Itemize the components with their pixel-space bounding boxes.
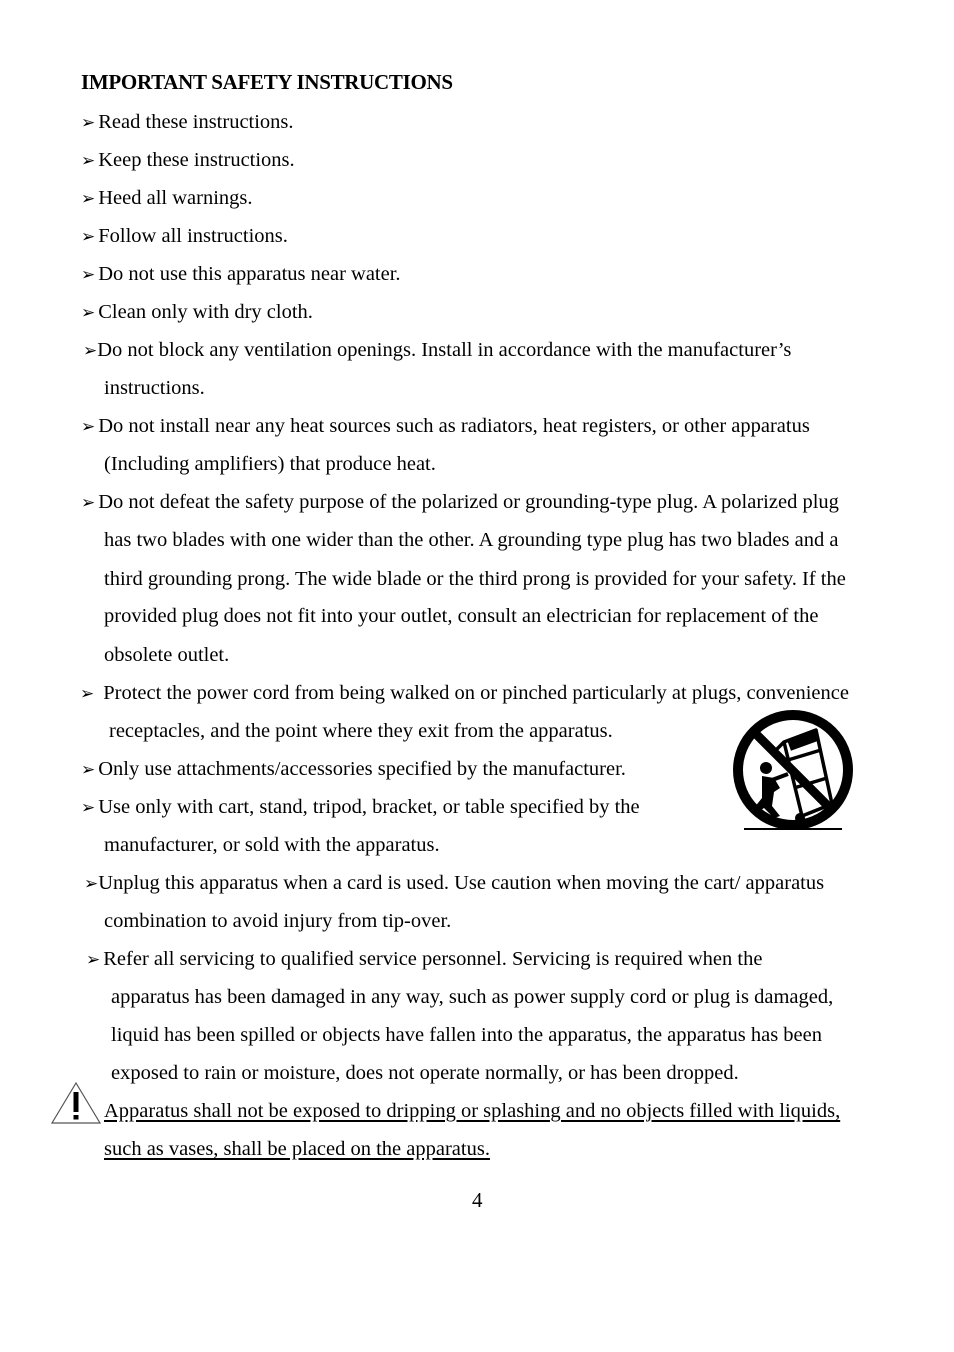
page-number: 4	[472, 1188, 483, 1212]
bullet-arrow-icon: ➢	[84, 874, 99, 893]
list-item	[81, 755, 626, 784]
list-item-continuation: combination to avoid injury from tip-over.	[104, 910, 452, 932]
list-item-text: Follow all instructions.	[98, 225, 288, 247]
list-item	[81, 222, 288, 251]
list-item	[81, 146, 295, 175]
list-item-text: Heed all warnings.	[98, 187, 253, 209]
list-item-continuation: exposed to rain or moisture, does not operate normally, or has been dropped.	[111, 1062, 739, 1084]
list-item	[81, 488, 839, 517]
list-item-continuation: obsolete outlet.	[104, 644, 230, 666]
list-item-text: Read these instructions.	[98, 111, 294, 133]
bullet-arrow-icon: ➢	[81, 760, 96, 779]
list-item-continuation: apparatus has been damaged in any way, such as power supply cord or plug is damaged,	[111, 986, 834, 1008]
warning-text-continuation: such as vases, shall be placed on the apparatus.	[104, 1138, 490, 1160]
list-item-continuation: instructions.	[104, 377, 205, 399]
bullet-arrow-icon: ➢	[81, 417, 96, 436]
bullet-arrow-icon: ➢	[81, 151, 96, 170]
list-item-continuation: receptacles, and the point where they exit from the apparatus.	[109, 720, 613, 742]
list-item-continuation: liquid has been spilled or objects have fallen into the apparatus, the apparatus has been	[111, 1024, 823, 1046]
bullet-arrow-icon: ➢	[81, 265, 96, 284]
list-item	[84, 869, 824, 898]
list-item-continuation: manufacturer, or sold with the apparatus.	[104, 834, 440, 856]
bullet-arrow-icon: ➢	[83, 341, 98, 360]
bullet-arrow-icon: ➢	[81, 189, 96, 208]
bullet-arrow-icon: ➢	[80, 684, 95, 703]
page-title: IMPORTANT SAFETY INSTRUCTIONS	[81, 70, 453, 94]
list-item	[81, 412, 810, 441]
list-item	[86, 945, 762, 974]
list-item-text: Clean only with dry cloth.	[98, 301, 313, 323]
list-item	[83, 336, 791, 365]
list-item	[81, 793, 640, 822]
bullet-arrow-icon: ➢	[86, 950, 101, 969]
list-item-text: Do not install near any heat sources such as radiators, heat registers, or other apparatus	[98, 415, 810, 437]
list-item	[81, 184, 253, 213]
list-item-text: Unplug this apparatus when a card is used. Use caution when moving the cart/ apparatus	[98, 872, 825, 894]
list-item-text: Use only with cart, stand, tripod, bracket, or table specified by the	[98, 796, 640, 818]
list-item-text: Do not defeat the safety purpose of the polarized or grounding-type plug. A polarized plug	[98, 491, 839, 513]
list-item-text: Refer all servicing to qualified service personnel. Servicing is required when the	[103, 948, 763, 970]
list-item-continuation: provided plug does not fit into your outlet, consult an electrician for replacement of the	[104, 605, 819, 627]
warning-text: Apparatus shall not be exposed to dripping or splashing and no objects filled with liquids,	[104, 1100, 841, 1122]
list-item	[81, 260, 401, 289]
bullet-arrow-icon: ➢	[81, 227, 96, 246]
list-item-text: Only use attachments/accessories specified by the manufacturer.	[98, 758, 626, 780]
list-item-text: Do not block any ventilation openings. Install in accordance with the manufacturer’s	[97, 339, 792, 361]
list-item	[80, 679, 849, 708]
cart-tip-over-warning-icon	[728, 708, 858, 834]
bullet-arrow-icon: ➢	[81, 113, 96, 132]
list-item-continuation: has two blades with one wider than the other. A grounding type plug has two blades and a	[104, 529, 839, 551]
list-item-text: Protect the power cord from being walked on or pinched particularly at plugs, convenience	[103, 682, 849, 704]
bullet-arrow-icon: ➢	[81, 798, 96, 817]
list-item	[81, 298, 313, 327]
list-item-continuation: (Including amplifiers) that produce heat.	[104, 453, 436, 475]
list-item	[81, 108, 294, 137]
bullet-arrow-icon: ➢	[81, 493, 96, 512]
bullet-arrow-icon: ➢	[81, 303, 96, 322]
list-item-text: Do not use this apparatus near water.	[98, 263, 401, 285]
exclamation-triangle-icon	[50, 1080, 102, 1126]
list-item-continuation: third grounding prong. The wide blade or the third prong is provided for your safety. If the	[104, 568, 846, 590]
list-item-text: Keep these instructions.	[98, 149, 295, 171]
